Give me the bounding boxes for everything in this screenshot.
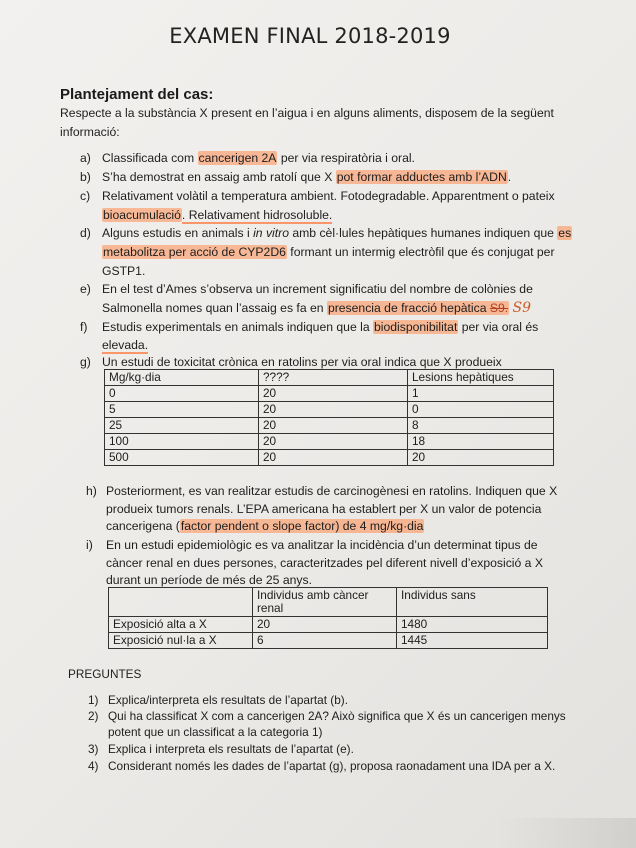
table-cell: 20: [408, 450, 554, 466]
table-cell: 18: [408, 434, 554, 450]
table-header-row: [105, 370, 554, 386]
item-c-label: c): [80, 189, 91, 203]
highlight-h: factor pendent o slope factor) de 4 mg/kg·dia: [180, 519, 424, 533]
item-i-line-2: càncer renal en dues persones, caracteritzades pel diferent nivell d’exposició a X: [106, 556, 543, 570]
table-cell: 0: [105, 386, 259, 402]
item-h-line-1: Posteriorment, es van realitzar estudis de carcinogènesi en ratolins. Indiquen que X: [106, 484, 558, 498]
item-d-line-3: GSTP1.: [102, 264, 146, 278]
highlight-f: biodisponibilitat: [374, 320, 458, 334]
item-g-line-1: Un estudi de toxicitat crònica en ratolins per via oral indica que X produeix: [102, 355, 502, 369]
highlight-d-2: metabolitza per acció de CYP2D6: [103, 245, 286, 259]
item-h-line-2: produeix tumors renals. L’EPA americana ha establert per X un valor de potencia: [106, 502, 542, 516]
item-a-text: Classificada com cancerigen 2A per via respiratòria i oral.: [102, 151, 415, 165]
item-b-label: b): [80, 170, 91, 184]
item-i-line-3: durant un període de més de 25 anys.: [106, 573, 312, 587]
page-shadow: [496, 818, 636, 848]
section-title: Plantejament del cas:: [60, 86, 214, 103]
questions-title: PREGUNTES: [68, 667, 142, 681]
item-e-line-1: En el test d’Ames s’observa un increment significatiu del nombre de colònies de: [102, 282, 533, 296]
table-cell: 6: [253, 633, 397, 649]
table-row: [109, 617, 548, 633]
table-cell: 100: [105, 434, 259, 450]
table-cell: 20: [259, 386, 408, 402]
header-cell: Individus sans: [397, 588, 548, 617]
toxicity-table: [104, 369, 554, 466]
intro-line-2: informació:: [60, 125, 120, 139]
item-c-line-2: bioacumulació. Relativament hidrosoluble.: [103, 208, 333, 222]
item-f-label: f): [80, 320, 88, 334]
question-4-text: Considerant només les dades de l’apartat (g), proposa raonadament una IDA per a X.: [108, 759, 556, 773]
item-e-line-2: Salmonella nomes quan l’assaig es fa en presencia de fracció hepàtica S9. S9: [102, 300, 532, 316]
header-cell: Individus amb càncer renal: [253, 588, 397, 617]
header-cell: ????: [259, 370, 408, 386]
table-cell: 500: [105, 450, 259, 466]
highlight-d-1: es: [558, 226, 572, 240]
question-3-number: 3): [88, 742, 99, 756]
item-e-label: e): [80, 282, 91, 296]
item-d-line-1: Alguns estudis en animals i in vitro amb cèl·lules hepàtiques humanes indiquen que es: [102, 226, 572, 240]
item-f-line-1: Estudis experimentals en animals indiquen que la biodisponibilitat per via oral és: [102, 320, 539, 334]
highlight-e: presencia de fracció hepàtica S9.: [327, 301, 509, 315]
table-cell: 20: [253, 617, 397, 633]
handwritten-s9: S9: [512, 300, 532, 316]
table-row: [105, 386, 554, 402]
item-i-label: i): [86, 538, 93, 552]
table-row: [105, 434, 554, 450]
question-4-number: 4): [88, 759, 99, 773]
intro-line-1: Respecte a la substància X present en l’aigua i en alguns aliments, disposem de la següent: [60, 106, 554, 120]
highlight-b: pot formar adductes amb l’ADN: [336, 170, 507, 184]
question-2-text: Qui ha classificat X com a cancerigen 2A? Això significa que X és un cancerigen menys: [108, 709, 566, 723]
epidemiology-table: [108, 587, 548, 649]
table-row: [105, 402, 554, 418]
table-cell: 20: [259, 418, 408, 434]
header-cell: Mg/kg·dia: [105, 370, 259, 386]
table-cell: 0: [408, 402, 554, 418]
table-cell: 20: [259, 450, 408, 466]
table-cell: 25: [105, 418, 259, 434]
item-i-line-1: En un estudi epidemiològic es va analitzar la incidència d’un determinat tipus de: [106, 538, 538, 552]
item-b-text: S’ha demostrat en assaig amb ratolí que X pot formar adductes amb l’ADN.: [102, 170, 512, 184]
table-cell: 1445: [397, 633, 548, 649]
table-row: [109, 633, 548, 649]
question-1-number: 1): [88, 693, 99, 707]
table-cell: 5: [105, 402, 259, 418]
highlight-a: cancerigen 2A: [198, 151, 277, 165]
item-f-line-2: elevada.: [102, 338, 149, 352]
table-cell: Exposició nul·la a X: [109, 633, 253, 649]
table-cell: 1480: [397, 617, 548, 633]
item-d-line-2: metabolitza per acció de CYP2D6 formant un intermig electròfil que és conjugat per: [103, 245, 555, 259]
item-g-label: g): [80, 355, 91, 369]
table-cell: 20: [259, 434, 408, 450]
question-2-number: 2): [88, 709, 99, 723]
table-row: [105, 418, 554, 434]
table-cell: 20: [259, 402, 408, 418]
table-cell: Exposició alta a X: [109, 617, 253, 633]
table-cell: 1: [408, 386, 554, 402]
highlight-c: bioacumulació: [103, 208, 181, 222]
table-row: [105, 450, 554, 466]
item-h-label: h): [86, 484, 97, 498]
question-2-text-cont: potent que un classificat a la categoria 1): [108, 725, 323, 739]
question-3-text: Explica i interpreta els resultats de l’apartat (e).: [108, 742, 354, 756]
item-a-label: a): [80, 151, 91, 165]
header-cell: Lesions hepàtiques: [408, 370, 554, 386]
item-h-line-3: cancerigena (factor pendent o slope factor) de 4 mg/kg·dia: [106, 519, 424, 533]
item-d-label: d): [80, 226, 91, 240]
table-header-row: [109, 588, 548, 617]
item-c-line-1: Relativament volàtil a temperatura ambient. Fotodegradable. Apparentment o pateix: [102, 189, 555, 203]
header-cell: [109, 588, 253, 617]
exam-title: EXAMEN FINAL 2018-2019: [169, 24, 451, 48]
question-1-text: Explica/interpreta els resultats de l’apartat (b).: [108, 693, 348, 707]
table-cell: 8: [408, 418, 554, 434]
